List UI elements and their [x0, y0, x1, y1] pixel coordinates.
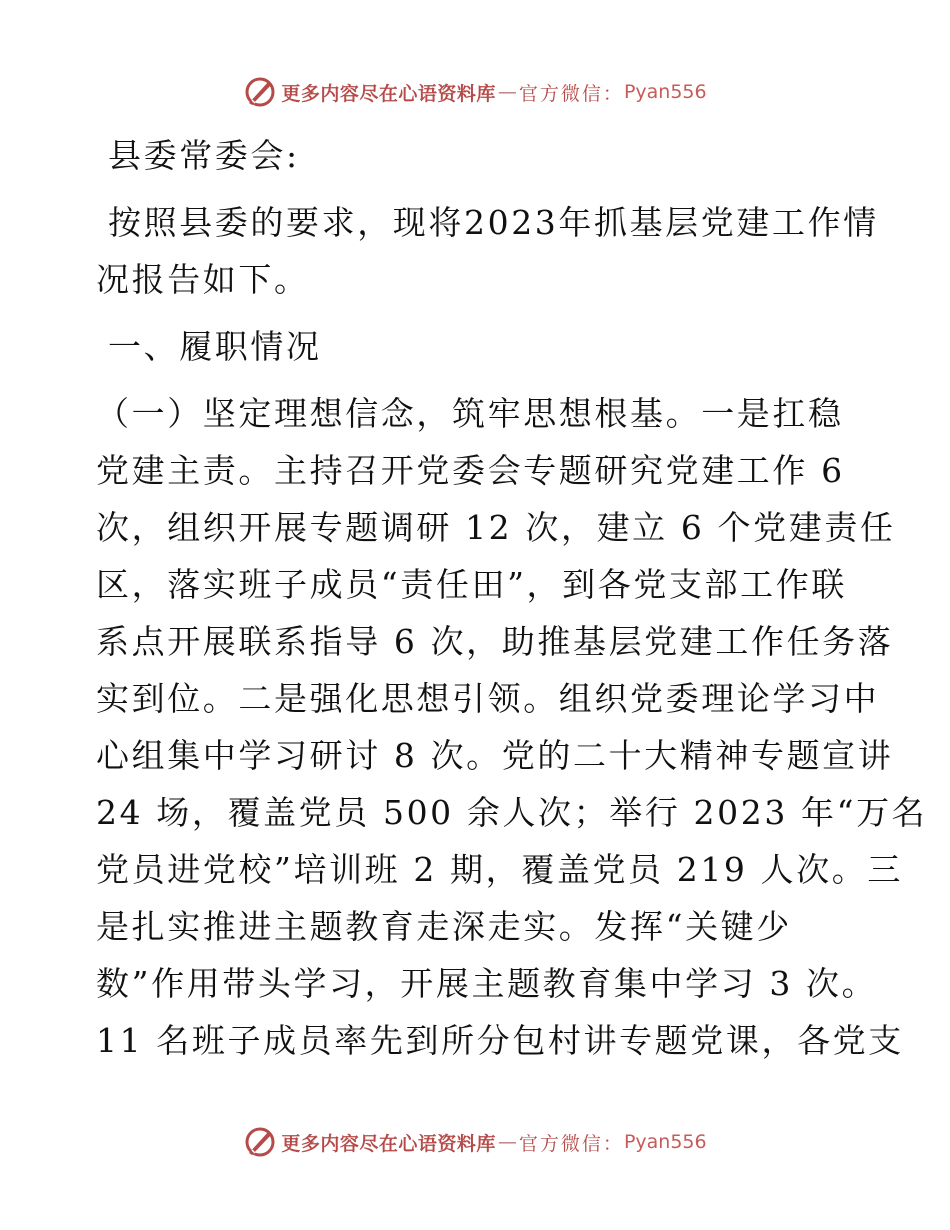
- watermark-site-text: 更多内容尽在心语资料库: [281, 82, 496, 105]
- intro-line-1: 按照县委的要求，现将2023年抓基层党建工作情: [108, 203, 879, 242]
- paragraph-line-11: 数”作用带头学习，开展主题教育集中学习 3 次。: [96, 964, 878, 1003]
- watermark-header: [0, 72, 950, 112]
- watermark-site-text: 更多内容尽在心语资料库: [281, 1132, 496, 1155]
- paragraph-line-10: 是扎实推进主题教育走深走实。发挥“关键少: [96, 907, 792, 946]
- watermark-wechat-id: Pyan556: [623, 81, 707, 103]
- paragraph-line-4: 区，落实班子成员“责任田”，到各党支部工作联: [96, 565, 847, 604]
- paragraph-line-8: 24 场，覆盖党员 500 余人次；举行 2023 年“万名: [96, 793, 928, 832]
- paragraph-line-6: 实到位。二是强化思想引领。组织党委理论学习中: [96, 679, 880, 718]
- watermark-wechat-id: Pyan556: [623, 1131, 707, 1153]
- quill-pen-logo-icon: [243, 1125, 277, 1159]
- section-heading: 一、履职情况: [108, 327, 322, 366]
- paragraph-line-9: 党员进党校”培训班 2 期，覆盖党员 219 人次。三: [96, 850, 904, 889]
- paragraph-line-2: 党建主责。主持召开党委会专题研究党建工作 6: [96, 451, 845, 490]
- watermark-dash: —: [497, 81, 517, 103]
- salutation: 县委常委会:: [108, 136, 300, 175]
- intro-line-2: 况报告如下。: [96, 260, 310, 299]
- paragraph-line-1: （一）坚定理想信念，筑牢思想根基。一是扛稳: [96, 394, 844, 433]
- paragraph-line-5: 系点开展联系指导 6 次，助推基层党建工作任务落: [96, 622, 894, 661]
- paragraph-line-12: 11 名班子成员率先到所分包村讲专题党课，各党支: [96, 1021, 904, 1060]
- quill-pen-logo-icon: [243, 75, 277, 109]
- paragraph-line-3: 次，组织开展专题调研 12 次，建立 6 个党建责任: [96, 508, 896, 547]
- watermark-wechat-label: 官方微信：: [518, 82, 624, 105]
- watermark-dash: —: [497, 1131, 517, 1153]
- watermark-footer: [0, 1122, 950, 1162]
- document-body: [96, 127, 928, 1069]
- watermark-wechat-label: 官方微信：: [518, 1132, 624, 1155]
- paragraph-line-7: 心组集中学习研讨 8 次。党的二十大精神专题宣讲: [96, 736, 894, 775]
